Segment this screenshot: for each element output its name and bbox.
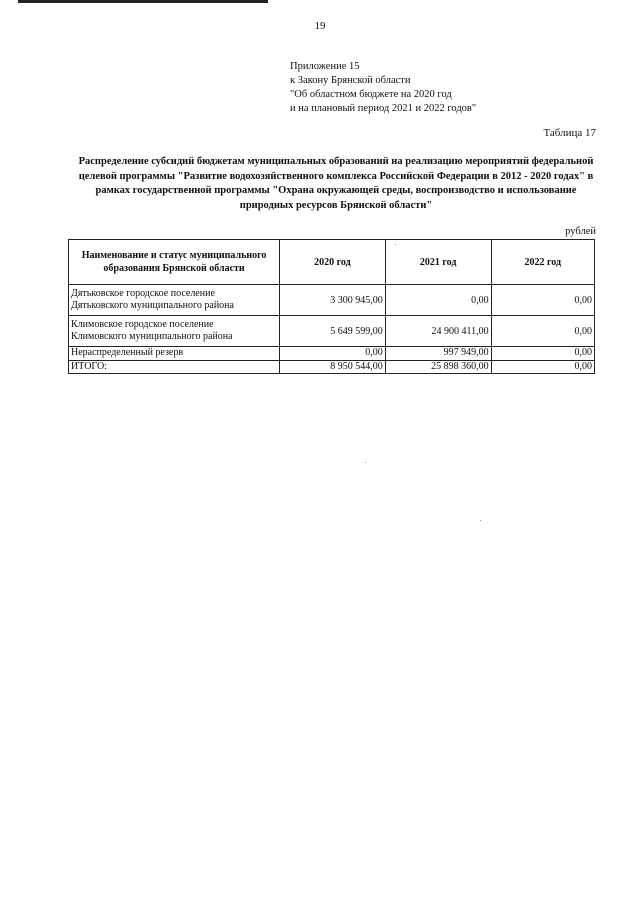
total-row <box>69 360 595 374</box>
row-name <box>69 316 280 347</box>
page-number: 19 <box>314 20 326 32</box>
total-value-2021: 25 898 360,00 <box>385 360 491 374</box>
scan-speck <box>395 244 396 245</box>
header-2022: 2022 год <box>491 240 594 285</box>
table-header-row <box>69 240 595 285</box>
scan-edge-rule <box>18 0 268 3</box>
row-name-line: Дятьковское городское поселение <box>71 287 215 299</box>
row-name-line: Дятьковского муниципального района <box>71 300 234 311</box>
row-value-2021: 997 949,00 <box>385 347 491 361</box>
header-2020: 2020 год <box>280 240 386 285</box>
row-value-2022: 0,00 <box>491 285 594 316</box>
appendix-line: к Закону Брянской области <box>290 75 411 86</box>
unit-label: рублей <box>565 226 596 237</box>
row-name: Нераспределенный резерв <box>69 347 280 361</box>
row-name-line: Климовского муниципального района <box>71 331 233 342</box>
appendix-line: и на плановый период 2021 и 2022 годов" <box>290 103 477 114</box>
table-label: Таблица 17 <box>543 127 596 139</box>
appendix-header <box>290 60 476 116</box>
row-value-2022: 0,00 <box>491 316 594 347</box>
row-value-2022: 0,00 <box>491 347 594 361</box>
header-name: Наименование и статус муниципального образования Брянской области <box>69 240 280 285</box>
row-value-2020: 0,00 <box>280 347 386 361</box>
table-row <box>69 285 595 316</box>
total-value-2022: 0,00 <box>491 360 594 374</box>
table-row <box>69 316 595 347</box>
total-label: ИТОГО: <box>69 360 280 374</box>
row-value-2021: 0,00 <box>385 285 491 316</box>
row-value-2021: 24 900 411,00 <box>385 316 491 347</box>
table-row <box>69 347 595 361</box>
scan-speck <box>365 462 366 463</box>
row-value-2020: 3 300 945,00 <box>280 285 386 316</box>
row-value-2020: 5 649 599,00 <box>280 316 386 347</box>
scan-speck <box>480 520 481 521</box>
subsidies-table <box>68 239 595 374</box>
row-name <box>69 285 280 316</box>
appendix-line: "Об областном бюджете на 2020 год <box>290 89 452 100</box>
appendix-line: Приложение 15 <box>290 61 360 72</box>
row-name-line: Климовское городское поселение <box>71 318 214 330</box>
header-2021: 2021 год <box>385 240 491 285</box>
total-value-2020: 8 950 544,00 <box>280 360 386 374</box>
document-title: Распределение субсидий бюджетам муниципальных образований на реализацию мероприятий федеральной целевой программы "Развитие водохозяйственного комплекса Российской Федерации в 2012 - 2020 годах" в рамках государственной программы "Охрана окружающей среды, воспроизводство и использование природных ресурсов Брянской области" <box>78 156 594 211</box>
